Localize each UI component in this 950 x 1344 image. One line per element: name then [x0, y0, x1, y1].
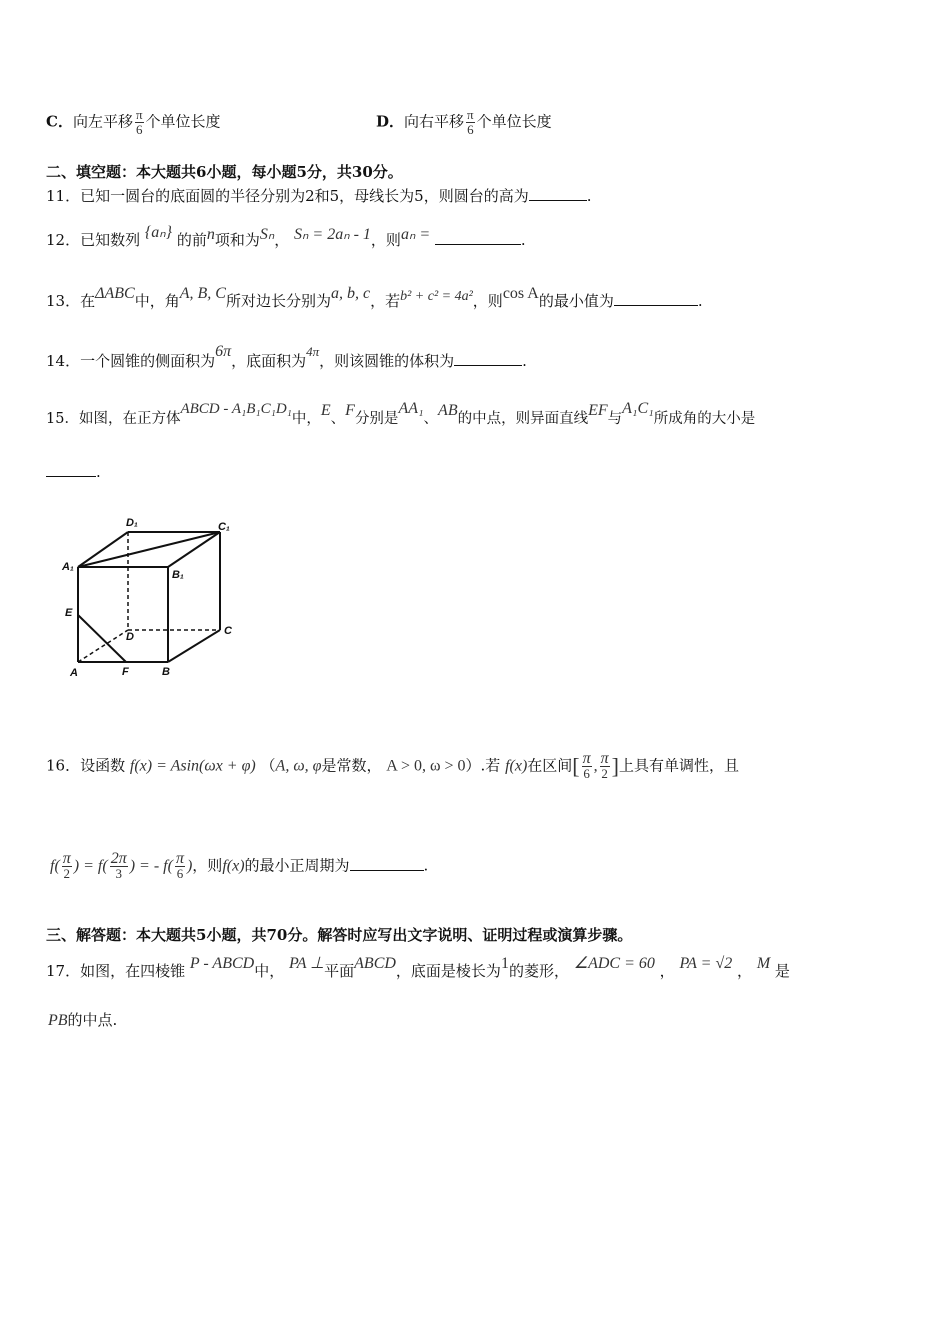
question-text: . [520, 231, 526, 249]
question-17 [46, 955, 790, 982]
answer-blank [614, 291, 698, 306]
numerator: π [135, 107, 143, 122]
question-text: 、 [330, 411, 346, 427]
math-expr: f(x) [505, 757, 528, 775]
question-text: ，则 [370, 231, 401, 249]
math-expr: AB [438, 402, 458, 419]
denominator: 3 [115, 866, 122, 881]
answer-blank [435, 230, 521, 245]
question-text: 的菱形， [508, 962, 569, 980]
math-expr: A > 0, ω > 0 [386, 757, 466, 775]
question-text: 是 [774, 962, 790, 980]
label-b1: B₁ [172, 569, 184, 581]
fraction [135, 108, 144, 137]
math-expr: f(x) [222, 857, 245, 875]
math-expr: PA ⊥ [288, 955, 325, 972]
question-text: 一个圆锥的侧面积为 [80, 352, 216, 370]
section-3-heading: 三、解答题：本大题共5小题，共70分。解答时应写出文字说明、证明过程或演算步骤。 [46, 926, 633, 944]
label-b: B [162, 666, 170, 678]
fraction [466, 108, 475, 137]
question-16: 16．设函数 f(x) = Asin(ωx + φ) （A, ω, φ是常数， A > 0, ω > 0）.若 f(x)在区间[ $\frac{\pi}{6}$ , $\frac{\pi}{2}$ ]上具有单调性，且 [46, 750, 739, 781]
question-text: 设函数 [80, 756, 126, 775]
question-number: 12． [46, 231, 81, 249]
question-text: （ [260, 756, 276, 775]
option-text: 向右平移 [404, 112, 465, 131]
question-text: 、 [423, 411, 439, 427]
question-text: ， [274, 231, 290, 249]
fraction [582, 752, 592, 781]
question-number: 17． [46, 962, 81, 980]
question-text: ，则 [192, 856, 223, 875]
answer-blank [46, 462, 96, 477]
numerator: 2π [110, 850, 127, 867]
fraction [175, 852, 185, 881]
denominator: 6 [136, 122, 143, 137]
question-text: 分别是 [354, 411, 399, 427]
fraction [110, 852, 128, 881]
question-12 [46, 224, 526, 251]
question-text: 的最小值为 [538, 292, 614, 310]
label-a: A [70, 667, 78, 679]
question-text: 在 [80, 292, 96, 310]
label-a1: A₁ [62, 561, 74, 573]
cube-figure [58, 512, 258, 692]
question-text: 的前 [176, 231, 207, 249]
math-expr: {aₙ} [144, 224, 173, 241]
question-text: 如图，在正方体 [78, 411, 181, 427]
option-text: 个单位长度 [145, 112, 221, 131]
math-expr: A, ω, φ [275, 757, 322, 775]
answer-blank [454, 351, 522, 366]
question-text: 已知数列 [80, 231, 141, 249]
math-expr: ) [186, 857, 193, 875]
question-text: ）.若 [465, 756, 501, 775]
question-14 [46, 343, 527, 372]
section-2-heading: 二、填空题：本大题共6小题，每小题5分，共30分。 [46, 163, 403, 181]
label-d1: D₁ [126, 517, 138, 529]
math-expr: M [756, 955, 771, 972]
math-expr: f(x) = Asin(ωx + φ) [129, 757, 256, 775]
question-text: 的中点，则异面直线 [457, 411, 589, 427]
question-text: 的中点. [67, 1011, 118, 1029]
math-expr: A, B, C [179, 285, 226, 302]
math-expr: A₁C₁ [622, 400, 654, 417]
question-text: ， [737, 962, 753, 980]
answer-blank [529, 186, 587, 201]
question-text: ，则该圆锥的体积为 [319, 352, 455, 370]
question-text: 如图，在四棱锥 [80, 962, 186, 980]
numerator: π [467, 107, 474, 122]
question-text: 中， [291, 411, 321, 427]
math-expr: cos A [502, 285, 539, 302]
question-number: 14． [46, 352, 81, 370]
question-11: 11．已知一圆台的底面圆的半径分别为2和5，母线长为5，则圆台的高为 . [46, 187, 592, 205]
denominator: 2 [601, 766, 608, 781]
math-expr: EF [588, 402, 608, 419]
question-text: . [522, 352, 527, 370]
question-text: 所对边长分别为 [225, 292, 331, 310]
math-expr: Sₙ [259, 226, 275, 243]
math-expr: ) = - f( [129, 857, 173, 875]
question-text: ，则 [472, 292, 503, 310]
math-expr: P - ABCD [189, 955, 255, 972]
label-c1: C₁ [218, 521, 230, 533]
math-expr: n [206, 226, 215, 243]
math-expr: ABCD - A₁B₁C₁D₁ [180, 401, 292, 417]
answer-blank [350, 856, 424, 871]
math-expr: aₙ = [400, 226, 431, 243]
math-expr: F [345, 402, 355, 419]
question-number: 15． [46, 411, 79, 427]
label-c: C [224, 625, 232, 637]
label-d: D [126, 631, 134, 643]
question-text: 是常数， [321, 756, 382, 775]
denominator: 6 [583, 766, 590, 781]
question-number: 13． [46, 292, 81, 310]
option-text: 向左平移 [72, 112, 133, 131]
question-text: ，底面积为 [231, 352, 307, 370]
option-c [46, 108, 221, 137]
math-expr: 6π [215, 343, 232, 360]
question-text: . [423, 856, 429, 875]
question-text: ， [659, 962, 675, 980]
question-text: 11．已知一圆台的底面圆的半径分别为2和5，母线长为5，则圆台的高为 [46, 187, 529, 205]
option-text: 个单位长度 [476, 112, 552, 131]
question-text: 所成角的大小是 [653, 411, 756, 427]
fraction [62, 852, 72, 881]
question-text: . [697, 292, 703, 310]
math-expr: AA₁ [398, 400, 424, 417]
question-text: 上具有单调性，且 [618, 756, 739, 775]
option-label: D． [376, 112, 405, 131]
math-expr: PB [48, 1012, 68, 1029]
question-13 [46, 285, 703, 313]
question-text: 项和为 [214, 231, 260, 249]
question-17-cont [48, 1010, 117, 1031]
math-expr: Sₙ = 2aₙ - 1 [294, 226, 371, 243]
math-expr: ) = f( [73, 857, 108, 875]
denominator: 6 [176, 866, 184, 881]
question-text: 平面 [324, 962, 355, 980]
label-f: F [122, 666, 129, 678]
numerator: π [175, 850, 184, 867]
question-15-answer [46, 462, 101, 482]
question-text: 中， [254, 962, 285, 980]
math-expr: PA = √2 [679, 955, 733, 972]
question-number: 16． [46, 756, 81, 775]
denominator: 6 [467, 122, 474, 137]
math-expr: ΔABC [95, 285, 135, 302]
numerator: π [600, 750, 609, 767]
question-text: ，若 [370, 292, 401, 310]
denominator: 2 [63, 866, 71, 881]
question-text: 在区间 [527, 756, 573, 775]
option-d [376, 108, 552, 137]
math-expr: f( [50, 857, 60, 875]
question-16-condition [50, 852, 428, 881]
math-expr: a, b, c [330, 285, 371, 302]
option-label: C． [46, 112, 73, 131]
question-text: 的最小正周期为 [244, 856, 350, 875]
math-expr: 1 [500, 955, 509, 972]
math-expr: ∠ADC = 60 [573, 955, 655, 972]
math-expr: E [320, 402, 331, 419]
label-e: E [65, 607, 73, 619]
numerator: π [62, 850, 71, 867]
question-15 [46, 400, 756, 429]
math-expr: ABCD [354, 955, 396, 972]
math-expr: b² + c² = 4a² [400, 289, 473, 304]
math-expr: 4π [306, 344, 320, 359]
question-text: 中，角 [134, 292, 180, 310]
numerator: π [582, 750, 591, 767]
question-text: ，底面是棱长为 [395, 962, 501, 980]
question-text: . [96, 463, 101, 481]
fraction [600, 752, 610, 781]
question-text: 与 [607, 411, 623, 427]
